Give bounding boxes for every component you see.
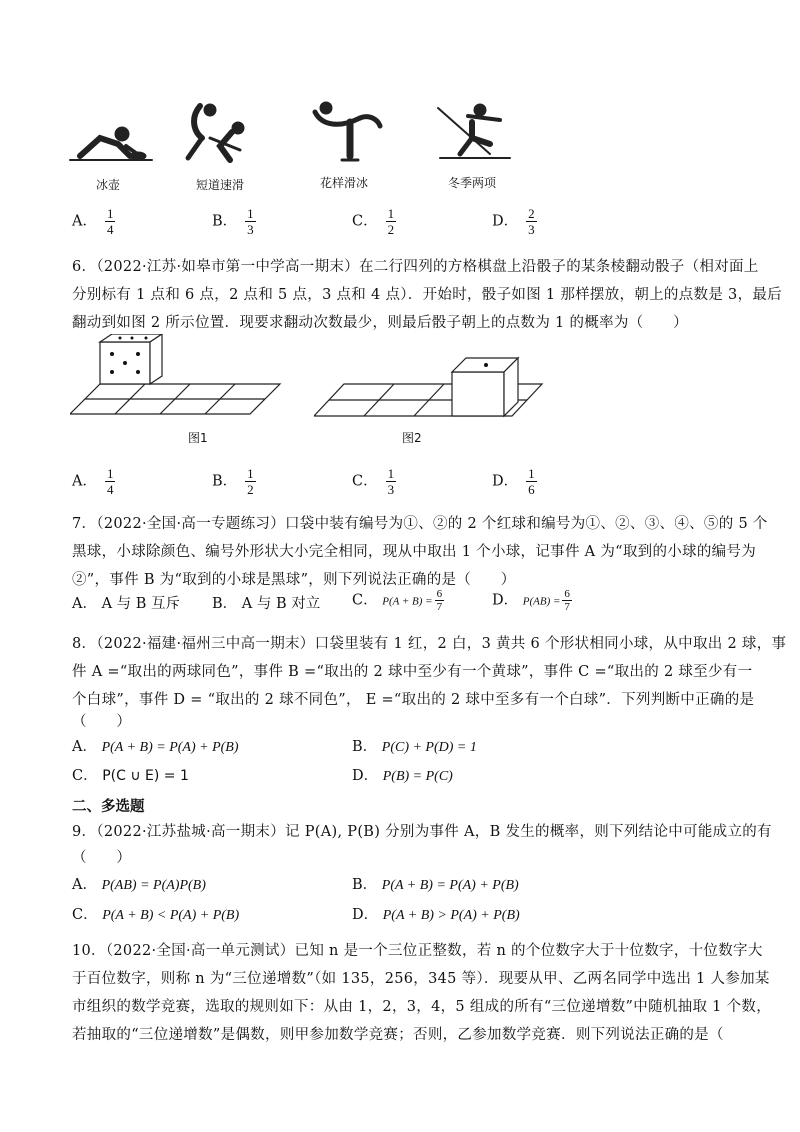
q6-line-1: 6．（2022·江苏·如皋市第一中学高一期末）在二行四列的方格棋盘上沿骰子的某条棱翻动骰子（相对面上 bbox=[72, 259, 759, 275]
q9-option-c[interactable]: C． P(A + B) < P(A) + P(B) bbox=[72, 907, 240, 923]
figure-skating-icon bbox=[315, 102, 380, 160]
q8-line-2: 件 A =“取出的两球同色”，事件 B =“取出的 2 球中至少有一个黄球”，事件 C =“取出的 2 球至少有一 bbox=[72, 664, 753, 680]
q9-option-d[interactable]: D． P(A + B) > P(A) + P(B) bbox=[352, 907, 520, 923]
biathlon-icon bbox=[438, 104, 510, 158]
q8-option-c[interactable]: C． P(C ∪ E) = 1 bbox=[72, 768, 189, 784]
sport-pictograms bbox=[60, 98, 530, 168]
q10-line-2: 于百位数字，则称 n 为“三位递增数”（如 135，256，345 等）．现要从甲、乙两名同学中选出 1 人参加某 bbox=[72, 971, 770, 987]
q9-line-1: 9．（2022·江苏盐城·高一期末）记 P(A), P(B) 分别为事件 A，B 发生的概率，则下列结论中可能成立的有 bbox=[72, 824, 772, 840]
q6-fig2-caption: 图2 bbox=[402, 431, 422, 445]
q5-option-b[interactable]: B． $\frac{1}{3}$ bbox=[212, 206, 254, 237]
q7-option-d[interactable]: D． P(AB) = $\frac{6}{7}$ bbox=[492, 588, 570, 613]
q8-line-4: （ ） bbox=[72, 714, 132, 730]
q6-option-c[interactable]: C． $\frac{1}{3}$ bbox=[352, 466, 395, 497]
q8-option-d[interactable]: D． P(B) = P(C) bbox=[352, 768, 453, 784]
q7-line-2: 黑球，小球除颜色、编号外形状大小完全相同，现从中取出 1 个小球，记事件 A 为“取到的小球的编号为 bbox=[72, 544, 757, 560]
q8-line-3: 个白球”，事件 D = “取出的 2 球不同色”， E =“取出的 2 球中至多有一个白球”．下列判断中正确的是 bbox=[72, 692, 755, 708]
q5-option-c[interactable]: C． $\frac{1}{2}$ bbox=[352, 206, 395, 237]
q9-option-a[interactable]: A． P(AB) = P(A)P(B) bbox=[72, 877, 206, 893]
q7-option-c[interactable]: C． P(A + B) = $\frac{6}{7}$ bbox=[352, 588, 443, 613]
q6-option-b[interactable]: B． $\frac{1}{2}$ bbox=[212, 466, 254, 497]
q6-option-a[interactable]: A． $\frac{1}{4}$ bbox=[72, 466, 114, 497]
q8-option-a[interactable]: A． P(A + B) = P(A) + P(B) bbox=[72, 739, 239, 755]
q6-fig1-caption: 图1 bbox=[188, 431, 208, 445]
section-multiple-choice: 二、多选题 bbox=[72, 799, 145, 815]
q7-option-a[interactable]: A． A 与 B 互斥 bbox=[72, 596, 181, 612]
q5-option-a[interactable]: A． $\frac{1}{4}$ bbox=[72, 206, 114, 237]
q5-option-d[interactable]: D． $\frac{2}{3}$ bbox=[492, 206, 535, 237]
q9-option-b[interactable]: B． P(A + B) = P(A) + P(B) bbox=[352, 877, 519, 893]
figure-skating-label: 花样滑冰 bbox=[320, 176, 369, 190]
q6-option-d[interactable]: D． $\frac{1}{6}$ bbox=[492, 466, 535, 497]
q10-line-4: 若抽取的“三位递增数”是偶数，则甲参加数学竞赛；否则，乙参加数学竞赛．则下列说法正确的是（ bbox=[72, 1027, 724, 1043]
q6-figure-1 bbox=[70, 334, 310, 424]
biathlon-label: 冬季两项 bbox=[448, 176, 497, 190]
q8-option-b[interactable]: B． P(C) + P(D) = 1 bbox=[352, 739, 477, 755]
q6-line-3: 翻动到如图 2 所示位置．现要求翻动次数最少，则最后骰子朝上的点数为 1 的概率为（ ） bbox=[72, 315, 688, 331]
q10-line-3: 市组织的数学竞赛，选取的规则如下：从由 1，2，3，4，5 组成的所有“三位递增数”中随机抽取 1 个数， bbox=[72, 999, 772, 1015]
q8-line-1: 8．（2022·福建·福州三中高一期末）口袋里装有 1 红，2 白，3 黄共 6 个形状相同小球，从中取出 2 球，事 bbox=[72, 636, 787, 652]
short-track-skating-icon bbox=[188, 104, 244, 160]
q7-line-3: ②”，事件 B 为“取到的小球是黑球”，则下列说法正确的是（ ） bbox=[72, 572, 516, 588]
q6-figure-2 bbox=[314, 352, 554, 424]
curling-icon bbox=[70, 127, 152, 160]
q10-line-1: 10．（2022·全国·高一单元测试）已知 n 是一个三位正整数，若 n 的个位数字大于十位数字，十位数字大 bbox=[72, 943, 763, 959]
curling-label: 冰壶 bbox=[96, 178, 121, 192]
short-track-label: 短道速滑 bbox=[196, 178, 245, 192]
q7-option-b[interactable]: B． A 与 B 对立 bbox=[212, 596, 321, 612]
q6-line-2: 分别标有 1 点和 6 点，2 点和 5 点，3 点和 4 点）．开始时，骰子如图 1 那样摆放，朝上的点数是 3，最后 bbox=[72, 287, 782, 303]
q7-line-1: 7．（2022·全国·高一专题练习）口袋中装有编号为①、②的 2 个红球和编号为①、②、③、④、⑤的 5 个 bbox=[72, 516, 768, 532]
q9-line-2: （ ） bbox=[72, 850, 132, 866]
